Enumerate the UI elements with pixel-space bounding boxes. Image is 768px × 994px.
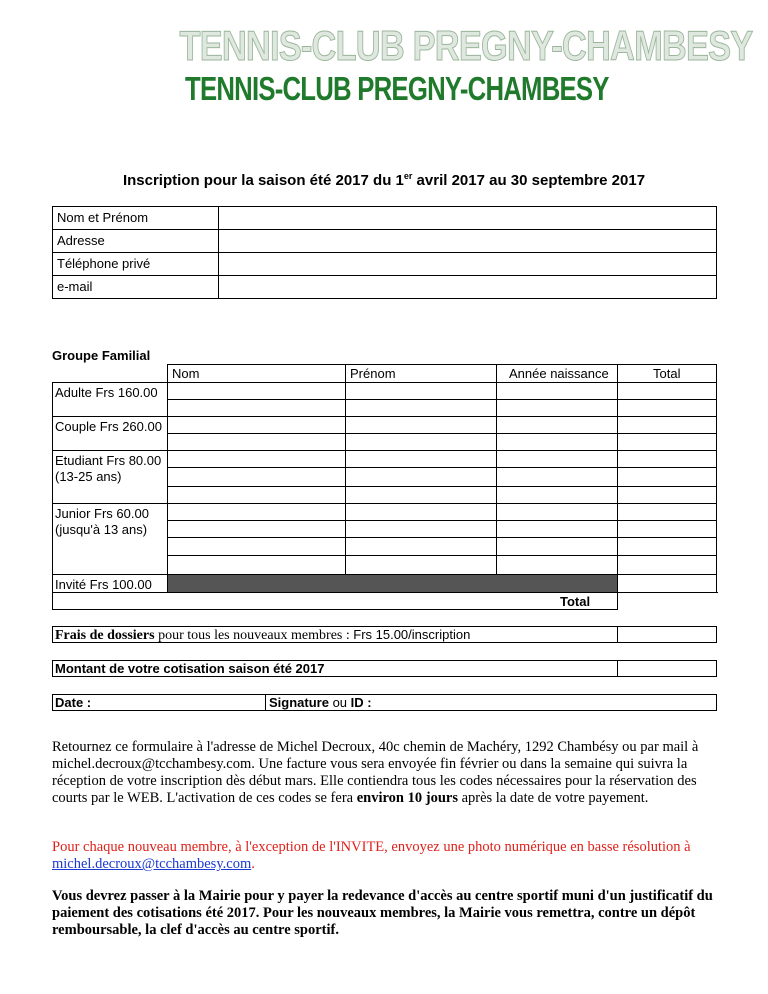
- group-entry-cell[interactable]: [346, 556, 496, 574]
- grid-line: [52, 382, 168, 383]
- group-entry-cell[interactable]: [497, 417, 617, 433]
- contact-row-address: [53, 230, 717, 253]
- group-entry-cell[interactable]: [346, 434, 496, 450]
- group-entry-cell[interactable]: [618, 538, 717, 555]
- photo-instructions: Pour chaque nouveau membre, à l'exception de l'INVITE, envoyez une photo numérique en basse résolution à michel.decroux@tcchambesy.com.: [52, 839, 691, 872]
- group-entry-cell[interactable]: [497, 556, 617, 574]
- column-header-prenom: Prénom: [350, 366, 396, 381]
- field-label: Adresse: [53, 230, 219, 253]
- category-etudiant: Etudiant Frs 80.00: [55, 453, 162, 468]
- total-label: Total: [560, 594, 591, 609]
- page-title: Inscription pour la saison été 2017 du 1er avril 2017 au 30 septembre 2017: [122, 171, 646, 189]
- group-entry-cell[interactable]: [346, 383, 496, 399]
- group-entry-cell[interactable]: [618, 468, 717, 486]
- group-entry-cell[interactable]: [618, 556, 717, 574]
- field-label: Téléphone privé: [53, 253, 219, 276]
- contact-row-phone: [53, 253, 717, 276]
- phone-input[interactable]: [219, 253, 717, 276]
- group-entry-cell[interactable]: [497, 468, 617, 486]
- grid-line: [167, 364, 717, 365]
- club-logo: TENNIS-CLUB PREGNY-CHAMBESY: [185, 70, 609, 107]
- grid-line: [52, 503, 168, 504]
- group-title: Groupe Familial: [52, 348, 151, 363]
- group-entry-cell[interactable]: [497, 538, 617, 555]
- group-entry-cell[interactable]: [618, 487, 717, 503]
- mairie-instructions: Vous devrez passer à la Mairie pour y payer la redevance d'accès au centre sportif muni d'un justificatif du paiement des cotisations été 2017. Pour les nouveaux membres, la Mairie vous remettra, contre un dépôt remboursable, la clef d'accès au centre sportif.: [52, 888, 713, 938]
- column-header-nom: Nom: [172, 366, 200, 381]
- club-logo-shadow: TENNIS-CLUB PREGNY-CHAMBESY: [179, 22, 753, 69]
- group-entry-cell[interactable]: [497, 487, 617, 503]
- group-entry-cell[interactable]: [346, 451, 496, 467]
- return-instructions: Retournez ce formulaire à l'adresse de Michel Decroux, 40c chemin de Machéry, 1292 Chambésy ou par mail à michel.decroux@tcchambesy.com. Une facture vous sera envoyée fin février ou dans la semaine qui suivra la réception de votre inscription dès début mars. Elle contiendra tous les codes nécessaires pour la réservation des courts par le WEB. L'activation de ces codes se fera environ 10 jours après la date de votre payement.: [52, 739, 699, 806]
- category-couple: Couple Frs 260.00: [55, 419, 162, 434]
- group-entry-cell[interactable]: [497, 383, 617, 399]
- group-entry-cell[interactable]: [497, 521, 617, 537]
- invite-shaded-band: [168, 575, 617, 592]
- group-total-input[interactable]: [618, 593, 716, 609]
- column-header-total: Total: [653, 366, 681, 381]
- group-entry-cell[interactable]: [618, 504, 717, 520]
- category-etudiant-age: (13-25 ans): [55, 469, 122, 484]
- group-entry-cell[interactable]: [168, 556, 345, 574]
- category-adulte: Adulte Frs 160.00: [55, 385, 158, 400]
- column-header-annee: Année naissance: [509, 366, 609, 381]
- group-entry-cell[interactable]: [168, 434, 345, 450]
- group-entry-cell[interactable]: [618, 521, 717, 537]
- group-entry-cell[interactable]: [618, 417, 717, 433]
- group-entry-cell[interactable]: [346, 487, 496, 503]
- email-input[interactable]: [219, 276, 717, 299]
- group-entry-cell[interactable]: [618, 451, 717, 467]
- signature-field[interactable]: Signature ou ID :: [265, 694, 717, 711]
- group-entry-cell[interactable]: [168, 468, 345, 486]
- group-entry-cell[interactable]: [346, 538, 496, 555]
- category-junior-age: (jusqu'à 13 ans): [55, 522, 148, 537]
- group-entry-cell[interactable]: [168, 383, 345, 399]
- contact-table: [52, 206, 717, 299]
- address-input[interactable]: [219, 230, 717, 253]
- category-junior: Junior Frs 60.00: [55, 506, 149, 521]
- group-entry-cell[interactable]: [168, 400, 345, 416]
- grid-line: [52, 416, 168, 417]
- group-entry-cell[interactable]: [497, 400, 617, 416]
- group-entry-cell[interactable]: [346, 417, 496, 433]
- grid-line: [52, 450, 168, 451]
- group-entry-cell[interactable]: [346, 400, 496, 416]
- group-entry-cell[interactable]: [168, 487, 345, 503]
- grid-line: [52, 382, 53, 610]
- contact-row-email: [53, 276, 717, 299]
- group-entry-cell[interactable]: [618, 383, 717, 399]
- frais-total-input[interactable]: [617, 626, 717, 643]
- group-entry-cell[interactable]: [168, 521, 345, 537]
- group-entry-cell[interactable]: [168, 451, 345, 467]
- group-entry-cell[interactable]: [618, 434, 717, 450]
- group-entry-cell[interactable]: [168, 538, 345, 555]
- email-link[interactable]: michel.decroux@tcchambesy.com: [52, 856, 252, 872]
- montant-total-input[interactable]: [617, 660, 717, 677]
- frais-cell: Frais de dossiers pour tous les nouveaux membres : Frs 15.00/inscription: [52, 626, 618, 643]
- contact-row-name: [53, 207, 717, 230]
- group-entry-cell[interactable]: [497, 434, 617, 450]
- group-entry-cell[interactable]: [346, 468, 496, 486]
- group-entry-cell[interactable]: [346, 504, 496, 520]
- group-entry-cell[interactable]: [168, 417, 345, 433]
- date-field[interactable]: Date :: [52, 694, 266, 711]
- group-entry-cell[interactable]: [497, 451, 617, 467]
- name-input[interactable]: [219, 207, 717, 230]
- group-entry-cell[interactable]: [497, 504, 617, 520]
- field-label: Nom et Prénom: [53, 207, 219, 230]
- group-entry-cell[interactable]: [618, 400, 717, 416]
- grid-line: [52, 609, 618, 610]
- category-invite: Invité Frs 100.00: [55, 577, 152, 592]
- group-entry-cell[interactable]: [346, 521, 496, 537]
- field-label: e-mail: [53, 276, 219, 299]
- montant-cell: Montant de votre cotisation saison été 2017: [52, 660, 618, 677]
- group-entry-cell[interactable]: [168, 504, 345, 520]
